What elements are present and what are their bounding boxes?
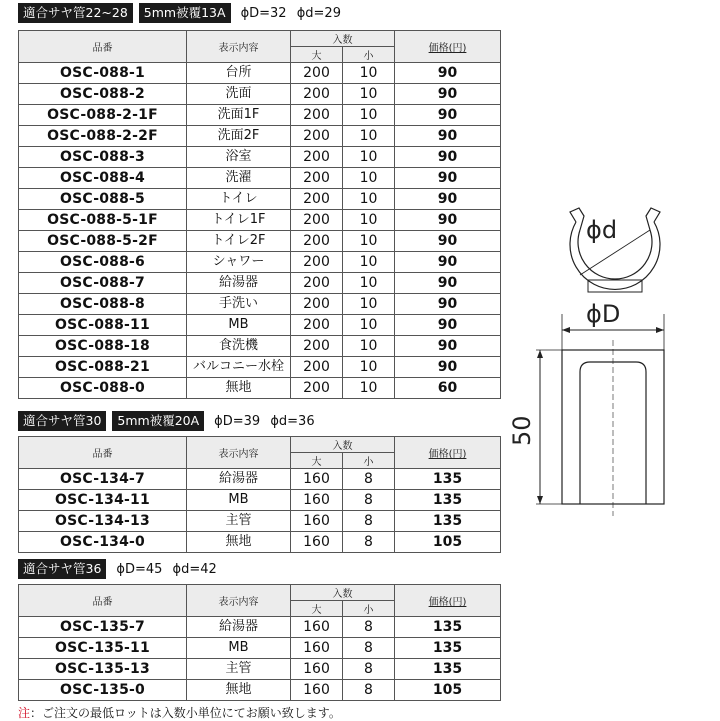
header-code: 品番 (19, 31, 187, 63)
section-1 (18, 2, 500, 399)
product-code: OSC-088-21 (19, 357, 187, 378)
product-code: OSC-134-11 (19, 490, 187, 511)
table-row (19, 210, 501, 231)
qty-large: 200 (291, 147, 343, 168)
dimensions-text: ϕD=39 ϕd=36 (214, 413, 315, 429)
display-label: 食洗機 (187, 336, 291, 357)
product-code: OSC-134-7 (19, 469, 187, 490)
qty-large: 200 (291, 231, 343, 252)
dimensions-text: ϕD=45 ϕd=42 (116, 561, 217, 577)
table-row (19, 231, 501, 252)
product-code: OSC-088-4 (19, 168, 187, 189)
height-label: 50 (508, 415, 536, 446)
qty-small: 10 (343, 63, 395, 84)
qty-small: 10 (343, 336, 395, 357)
price: 90 (395, 105, 501, 126)
qty-large: 160 (291, 680, 343, 701)
product-code: OSC-135-13 (19, 659, 187, 680)
qty-small: 10 (343, 189, 395, 210)
display-label: 洗面 (187, 84, 291, 105)
qty-small: 10 (343, 126, 395, 147)
qty-small: 10 (343, 147, 395, 168)
header-large: 大 (291, 453, 343, 469)
header-large: 大 (291, 601, 343, 617)
product-code: OSC-088-1 (19, 63, 187, 84)
display-label: 主管 (187, 511, 291, 532)
price: 135 (395, 617, 501, 638)
price: 135 (395, 469, 501, 490)
table-row (19, 126, 501, 147)
qty-large: 200 (291, 336, 343, 357)
product-code: OSC-088-0 (19, 378, 187, 399)
price: 105 (395, 532, 501, 553)
product-table (18, 436, 501, 553)
qty-large: 200 (291, 210, 343, 231)
outer-dim-arrow-right (656, 327, 664, 333)
product-code: OSC-088-2-2F (19, 126, 187, 147)
product-code: OSC-135-7 (19, 617, 187, 638)
qty-small: 10 (343, 210, 395, 231)
qty-large: 160 (291, 532, 343, 553)
section-title (18, 2, 500, 24)
header-code: 品番 (19, 585, 187, 617)
table-row (19, 378, 501, 399)
note-text: ：ご注文の最低ロットは入数小単位にてお願い致します。 (30, 706, 341, 720)
outer-dim-arrow-left (562, 327, 570, 333)
display-label: 主管 (187, 659, 291, 680)
qty-large: 160 (291, 490, 343, 511)
display-label: 洗面1F (187, 105, 291, 126)
table-row (19, 273, 501, 294)
display-label: 台所 (187, 63, 291, 84)
qty-small: 8 (343, 638, 395, 659)
product-code: OSC-088-5-1F (19, 210, 187, 231)
display-label: MB (187, 490, 291, 511)
qty-small: 10 (343, 378, 395, 399)
header-large: 大 (291, 47, 343, 63)
inner-diameter-label: ϕd (586, 216, 618, 244)
height-arrow-bottom (537, 496, 543, 504)
product-code: OSC-088-8 (19, 294, 187, 315)
table-row (19, 617, 501, 638)
header-qty: 入数 (291, 585, 395, 601)
display-label: MB (187, 638, 291, 659)
product-code: OSC-088-18 (19, 336, 187, 357)
table-row (19, 315, 501, 336)
price: 90 (395, 273, 501, 294)
product-code: OSC-134-0 (19, 532, 187, 553)
display-label: 無地 (187, 378, 291, 399)
display-label: トイレ (187, 189, 291, 210)
price: 90 (395, 210, 501, 231)
product-code: OSC-088-5 (19, 189, 187, 210)
header-label: 表示内容 (187, 585, 291, 617)
base-tab (588, 280, 642, 292)
qty-small: 8 (343, 617, 395, 638)
qty-small: 10 (343, 273, 395, 294)
footnote (18, 704, 341, 721)
qty-small: 8 (343, 490, 395, 511)
price: 90 (395, 252, 501, 273)
display-label: 給湯器 (187, 469, 291, 490)
qty-large: 160 (291, 469, 343, 490)
table-row (19, 252, 501, 273)
table-row (19, 490, 501, 511)
qty-large: 200 (291, 273, 343, 294)
qty-large: 200 (291, 63, 343, 84)
qty-large: 160 (291, 659, 343, 680)
header-qty: 入数 (291, 437, 395, 453)
height-arrow-top (537, 350, 543, 358)
table-row (19, 336, 501, 357)
product-code: OSC-088-5-2F (19, 231, 187, 252)
qty-small: 8 (343, 680, 395, 701)
header-qty: 入数 (291, 31, 395, 47)
price: 90 (395, 357, 501, 378)
qty-small: 10 (343, 105, 395, 126)
header-price: 価格(円) (395, 585, 501, 617)
qty-small: 10 (343, 84, 395, 105)
display-label: 給湯器 (187, 273, 291, 294)
table-row (19, 469, 501, 490)
qty-small: 8 (343, 659, 395, 680)
qty-small: 10 (343, 252, 395, 273)
qty-small: 8 (343, 511, 395, 532)
fit-tag: 適合サヤ管30 (18, 411, 106, 431)
table-row (19, 294, 501, 315)
price: 135 (395, 638, 501, 659)
table-row (19, 105, 501, 126)
display-label: 浴室 (187, 147, 291, 168)
table-row (19, 680, 501, 701)
table-row (19, 357, 501, 378)
product-code: OSC-134-13 (19, 511, 187, 532)
qty-large: 200 (291, 252, 343, 273)
fit-tag: 適合サヤ管36 (18, 559, 106, 579)
cap-drawing (500, 200, 720, 530)
header-label: 表示内容 (187, 437, 291, 469)
qty-large: 200 (291, 168, 343, 189)
qty-large: 200 (291, 105, 343, 126)
header-price: 価格(円) (395, 437, 501, 469)
header-small: 小 (343, 453, 395, 469)
product-code: OSC-088-2-1F (19, 105, 187, 126)
price: 90 (395, 84, 501, 105)
product-code: OSC-088-3 (19, 147, 187, 168)
qty-large: 200 (291, 84, 343, 105)
price: 90 (395, 63, 501, 84)
product-code: OSC-088-2 (19, 84, 187, 105)
display-label: バルコニー水栓 (187, 357, 291, 378)
product-code: OSC-088-6 (19, 252, 187, 273)
price: 90 (395, 315, 501, 336)
qty-large: 200 (291, 189, 343, 210)
clip-right (646, 208, 660, 230)
display-label: 洗濯 (187, 168, 291, 189)
outer-diameter-label: ϕD (586, 300, 621, 328)
table-row (19, 511, 501, 532)
price: 135 (395, 511, 501, 532)
qty-small: 10 (343, 231, 395, 252)
display-label: 給湯器 (187, 617, 291, 638)
table-row (19, 168, 501, 189)
product-table (18, 30, 501, 399)
header-small: 小 (343, 601, 395, 617)
product-code: OSC-088-11 (19, 315, 187, 336)
price: 90 (395, 189, 501, 210)
price: 135 (395, 490, 501, 511)
qty-small: 8 (343, 469, 395, 490)
fit-tag: 適合サヤ管22~28 (18, 3, 133, 23)
price: 135 (395, 659, 501, 680)
price: 90 (395, 126, 501, 147)
table-row (19, 189, 501, 210)
price: 90 (395, 294, 501, 315)
qty-small: 10 (343, 294, 395, 315)
qty-large: 200 (291, 294, 343, 315)
header-code: 品番 (19, 437, 187, 469)
note-mark: 注 (18, 706, 31, 720)
qty-large: 200 (291, 357, 343, 378)
table-row (19, 638, 501, 659)
section-title (18, 558, 500, 580)
dimensions-text: ϕD=32 ϕd=29 (240, 5, 341, 21)
table-row (19, 532, 501, 553)
display-label: MB (187, 315, 291, 336)
display-label: 無地 (187, 680, 291, 701)
table-row (19, 147, 501, 168)
display-label: トイレ2F (187, 231, 291, 252)
table-row (19, 63, 501, 84)
qty-small: 10 (343, 315, 395, 336)
display-label: 洗面2F (187, 126, 291, 147)
product-code: OSC-135-11 (19, 638, 187, 659)
price: 90 (395, 147, 501, 168)
table-row (19, 659, 501, 680)
price: 90 (395, 336, 501, 357)
display-label: 手洗い (187, 294, 291, 315)
qty-small: 10 (343, 357, 395, 378)
qty-large: 200 (291, 126, 343, 147)
product-code: OSC-135-0 (19, 680, 187, 701)
qty-large: 160 (291, 638, 343, 659)
coating-tag: 5mm被覆20A (112, 411, 204, 431)
header-label: 表示内容 (187, 31, 291, 63)
qty-large: 200 (291, 315, 343, 336)
qty-large: 200 (291, 378, 343, 399)
section-2 (18, 410, 500, 553)
header-price: 価格(円) (395, 31, 501, 63)
price: 105 (395, 680, 501, 701)
display-label: トイレ1F (187, 210, 291, 231)
coating-tag: 5mm被覆13A (139, 3, 231, 23)
qty-small: 8 (343, 532, 395, 553)
header-small: 小 (343, 47, 395, 63)
qty-small: 10 (343, 168, 395, 189)
section-3 (18, 558, 500, 701)
price: 90 (395, 231, 501, 252)
qty-large: 160 (291, 617, 343, 638)
clip-left (570, 208, 584, 230)
price: 90 (395, 168, 501, 189)
product-code: OSC-088-7 (19, 273, 187, 294)
price: 60 (395, 378, 501, 399)
table-row (19, 84, 501, 105)
display-label: シャワー (187, 252, 291, 273)
section-title (18, 410, 500, 432)
display-label: 無地 (187, 532, 291, 553)
product-table (18, 584, 501, 701)
qty-large: 160 (291, 511, 343, 532)
